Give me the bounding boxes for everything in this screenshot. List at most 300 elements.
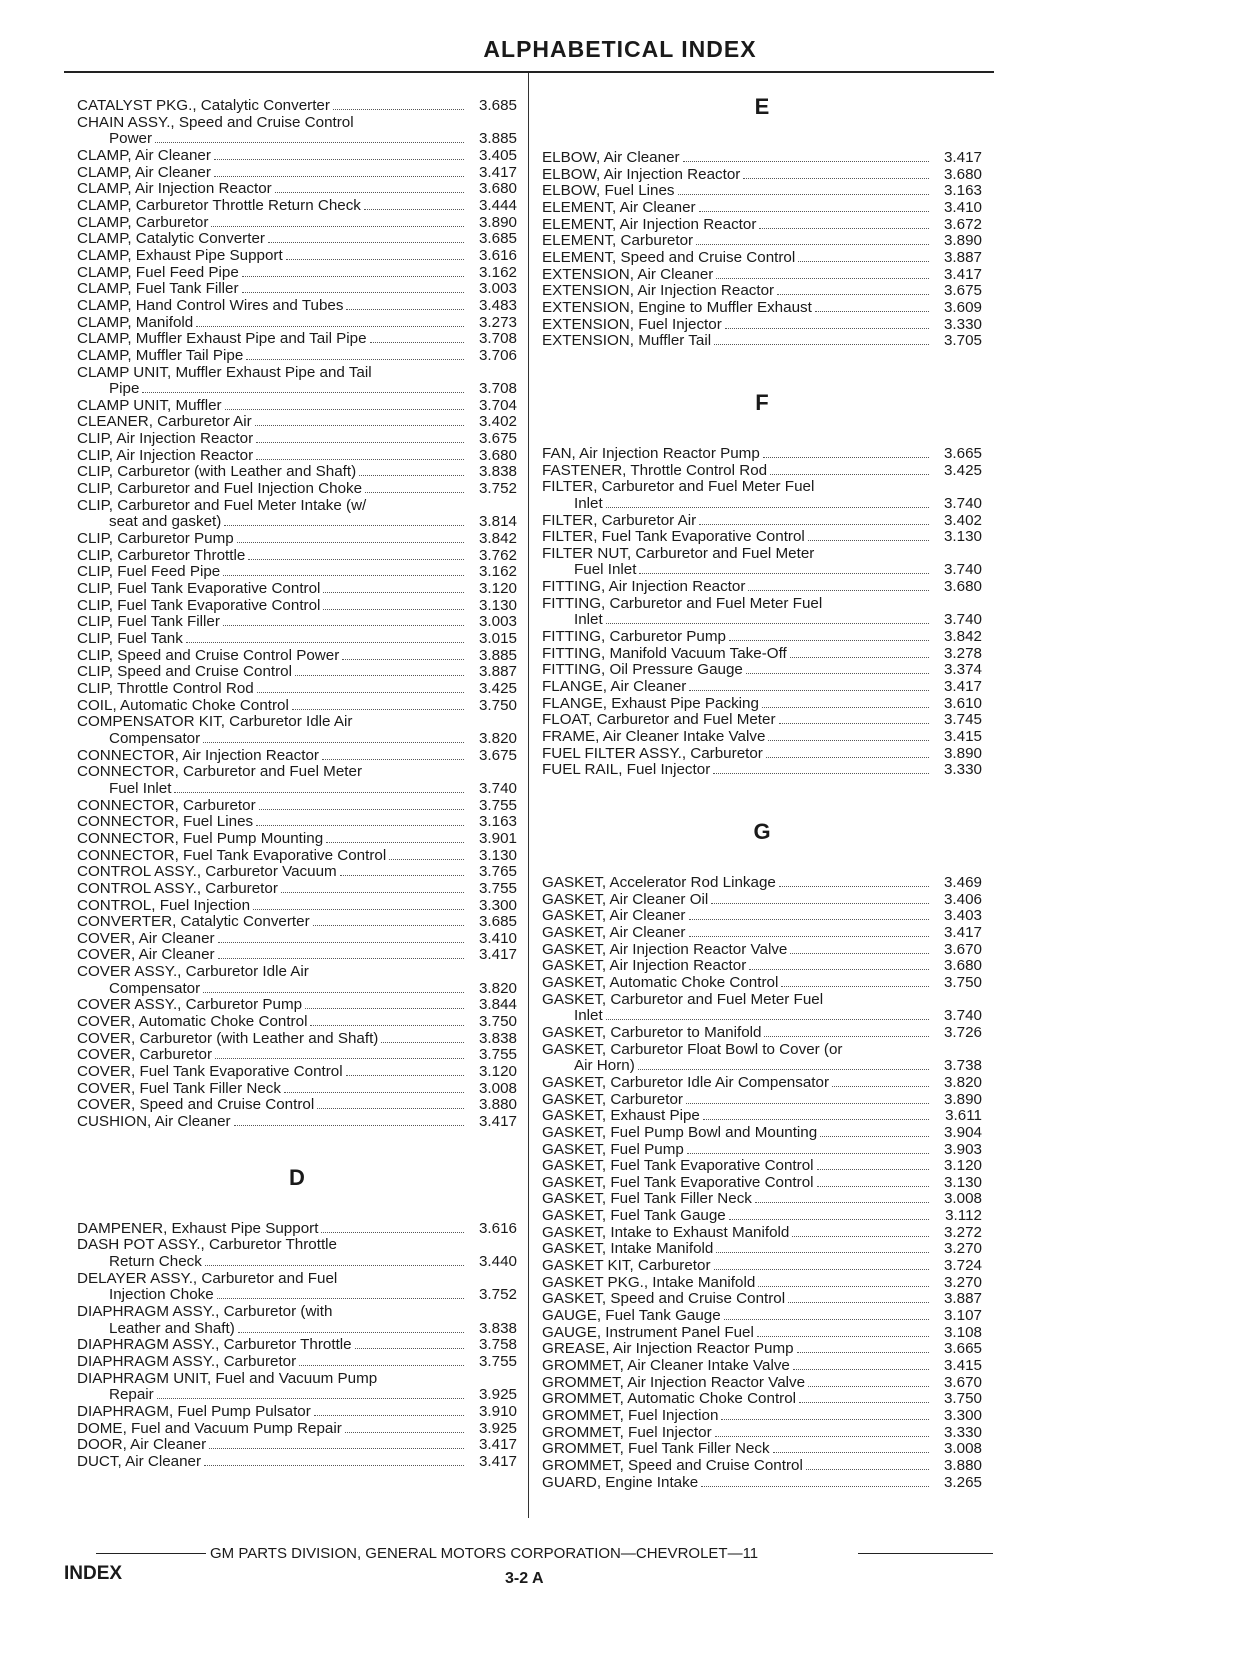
index-entry bbox=[77, 248, 517, 265]
dot-leader bbox=[295, 675, 464, 676]
dot-leader bbox=[242, 292, 465, 293]
entry-label: Injection Choke bbox=[109, 1286, 214, 1304]
entry-label: FUEL RAIL, Fuel Injector bbox=[542, 761, 711, 779]
dot-leader bbox=[713, 773, 929, 774]
entry-page-ref: 3.675 bbox=[478, 746, 517, 764]
entry-label: CLAMP, Hand Control Wires and Tubes bbox=[77, 296, 344, 314]
dot-leader bbox=[381, 1042, 464, 1043]
index-entry bbox=[542, 1125, 982, 1142]
entry-page-ref: 3.675 bbox=[478, 430, 517, 448]
entry-label: GASKET, Air Cleaner Oil bbox=[542, 890, 709, 908]
entry-label: GROMMET, Speed and Cruise Control bbox=[542, 1456, 803, 1474]
entry-page-ref: 3.415 bbox=[943, 728, 982, 746]
dot-leader bbox=[286, 259, 464, 260]
dot-leader bbox=[788, 1302, 929, 1303]
entry-label: CLEANER, Carburetor Air bbox=[77, 413, 252, 431]
entry-label: COVER, Air Cleaner bbox=[77, 929, 215, 947]
entry-page-ref: 3.704 bbox=[478, 396, 517, 414]
entry-page-ref: 3.903 bbox=[943, 1140, 982, 1158]
dot-leader bbox=[346, 309, 464, 310]
entry-label: Repair bbox=[109, 1386, 154, 1404]
index-entry bbox=[77, 581, 517, 598]
dot-leader bbox=[281, 892, 464, 893]
dot-leader bbox=[793, 1369, 929, 1370]
dot-leader bbox=[253, 909, 464, 910]
dot-leader bbox=[205, 1265, 464, 1266]
dot-leader bbox=[174, 792, 464, 793]
spacer bbox=[542, 845, 982, 875]
index-entry bbox=[542, 679, 982, 696]
page-title: ALPHABETICAL INDEX bbox=[483, 36, 757, 62]
entry-label: GROMMET, Air Injection Reactor Valve bbox=[542, 1373, 806, 1391]
dot-leader bbox=[716, 1252, 929, 1253]
dot-leader bbox=[746, 673, 929, 674]
entry-label: CONNECTOR, Air Injection Reactor bbox=[77, 746, 319, 764]
section-label: INDEX bbox=[64, 1563, 123, 1584]
entry-label: CONTROL ASSY., Carburetor bbox=[77, 879, 278, 897]
entry-label: Compensator bbox=[109, 729, 201, 747]
entry-label: CLAMP, Fuel Tank Filler bbox=[77, 280, 239, 298]
index-entry bbox=[542, 1458, 982, 1475]
entry-label: ELEMENT, Air Injection Reactor bbox=[542, 215, 757, 233]
dot-leader bbox=[248, 559, 464, 560]
dot-leader bbox=[639, 573, 929, 574]
entry-page-ref: 3.755 bbox=[478, 796, 517, 814]
dot-leader bbox=[773, 1452, 929, 1453]
dot-leader bbox=[218, 942, 464, 943]
entry-label: EXTENSION, Muffler Tail bbox=[542, 332, 712, 350]
entry-label: DIAPHRAGM ASSY., Carburetor Throttle bbox=[77, 1336, 352, 1354]
entry-label: GASKET, Air Injection Reactor Valve bbox=[542, 940, 788, 958]
dot-leader bbox=[234, 1125, 464, 1126]
index-entry-line: GASKET, Carburetor Float Bowl to Cover (or bbox=[542, 1040, 843, 1058]
index-entry bbox=[77, 331, 517, 348]
entry-label: GASKET, Air Cleaner bbox=[542, 923, 686, 941]
entry-page-ref: 3.670 bbox=[943, 1373, 982, 1391]
entry-page-ref: 3.750 bbox=[943, 973, 982, 991]
dot-leader bbox=[678, 194, 929, 195]
entry-page-ref: 3.842 bbox=[478, 530, 517, 548]
index-entry bbox=[77, 298, 517, 315]
dot-leader bbox=[714, 1269, 929, 1270]
dot-leader bbox=[209, 1448, 464, 1449]
index-entry bbox=[542, 1425, 982, 1442]
index-entry bbox=[542, 908, 982, 925]
index-entry bbox=[77, 664, 517, 681]
entry-page-ref: 3.130 bbox=[478, 846, 517, 864]
dot-leader bbox=[218, 958, 464, 959]
index-entry bbox=[77, 798, 517, 815]
entry-page-ref: 3.838 bbox=[478, 1029, 517, 1047]
index-entry bbox=[542, 875, 982, 892]
dot-leader bbox=[299, 1365, 464, 1366]
index-entry bbox=[542, 183, 982, 200]
entry-label: GASKET KIT, Carburetor bbox=[542, 1257, 711, 1275]
entry-page-ref: 3.107 bbox=[943, 1307, 982, 1325]
entry-page-ref: 3.015 bbox=[478, 630, 517, 647]
entry-label: CLIP, Speed and Cruise Control Power bbox=[77, 646, 340, 664]
entry-page-ref: 3.163 bbox=[478, 813, 517, 831]
index-entry bbox=[542, 712, 982, 729]
dot-leader bbox=[203, 742, 464, 743]
entry-label: Fuel Inlet bbox=[574, 561, 637, 579]
entry-label: Return Check bbox=[109, 1253, 202, 1270]
dot-leader bbox=[757, 1336, 929, 1337]
entry-page-ref: 3.755 bbox=[478, 879, 517, 897]
entry-page-ref: 3.278 bbox=[943, 644, 982, 662]
index-entry bbox=[77, 181, 517, 198]
entry-label: FUEL FILTER ASSY., Carburetor bbox=[542, 744, 763, 762]
entry-page-ref: 3.410 bbox=[943, 198, 982, 216]
entry-label: Compensator bbox=[109, 979, 201, 997]
entry-label: Inlet bbox=[574, 494, 603, 512]
entry-page-ref: 3.609 bbox=[943, 298, 982, 316]
dot-leader bbox=[268, 242, 464, 243]
entry-page-ref: 3.483 bbox=[478, 296, 517, 314]
index-entry bbox=[77, 814, 517, 831]
index-entry-line: DIAPHRAGM ASSY., Carburetor (with bbox=[77, 1302, 333, 1320]
spacer bbox=[542, 120, 982, 150]
entry-label: CLIP, Fuel Tank Filler bbox=[77, 613, 220, 631]
entry-label: Fuel Inlet bbox=[109, 779, 172, 797]
dot-leader bbox=[257, 692, 464, 693]
entry-page-ref: 3.417 bbox=[478, 1452, 517, 1470]
index-entry bbox=[77, 681, 517, 698]
index-entry bbox=[542, 1391, 982, 1408]
spacer bbox=[542, 416, 982, 446]
entry-label: FLOAT, Carburetor and Fuel Meter bbox=[542, 711, 776, 729]
index-entry bbox=[542, 1291, 982, 1308]
entry-page-ref: 3.680 bbox=[943, 957, 982, 975]
index-entry-line: DASH POT ASSY., Carburetor Throttle bbox=[77, 1236, 337, 1254]
index-entry bbox=[542, 662, 982, 679]
index-entry bbox=[77, 98, 517, 115]
entry-page-ref: 3.887 bbox=[943, 1290, 982, 1308]
entry-page-ref: 3.685 bbox=[478, 230, 517, 248]
entry-page-ref: 3.417 bbox=[478, 946, 517, 964]
index-entry bbox=[542, 463, 982, 480]
index-entry bbox=[542, 1375, 982, 1392]
dot-leader bbox=[792, 1236, 929, 1237]
entry-page-ref: 3.680 bbox=[943, 578, 982, 596]
dot-leader bbox=[721, 1419, 929, 1420]
entry-label: CONTROL ASSY., Carburetor Vacuum bbox=[77, 863, 337, 881]
dot-leader bbox=[345, 1432, 464, 1433]
dot-leader bbox=[323, 592, 464, 593]
dot-leader bbox=[313, 925, 464, 926]
entry-label: GROMMET, Fuel Injector bbox=[542, 1423, 712, 1441]
dot-leader bbox=[259, 809, 464, 810]
index-entry bbox=[77, 981, 517, 998]
dot-leader bbox=[246, 359, 464, 360]
index-entry bbox=[542, 942, 982, 959]
index-entry bbox=[542, 1241, 982, 1258]
entry-label: GROMMET, Fuel Injection bbox=[542, 1407, 719, 1424]
spacer bbox=[542, 779, 982, 819]
entry-page-ref: 3.904 bbox=[943, 1123, 982, 1141]
header-rule bbox=[64, 71, 994, 73]
entry-label: CONNECTOR, Fuel Tank Evaporative Control bbox=[77, 846, 387, 864]
entry-page-ref: 3.417 bbox=[478, 1436, 517, 1454]
dot-leader bbox=[310, 1025, 464, 1026]
dot-leader bbox=[762, 707, 929, 708]
dot-leader bbox=[763, 457, 929, 458]
index-entry-line: GASKET, Carburetor and Fuel Meter Fuel bbox=[542, 990, 824, 1008]
entry-page-ref: 3.887 bbox=[478, 663, 517, 681]
index-entry bbox=[77, 1337, 517, 1354]
index-entry bbox=[77, 1221, 517, 1238]
entry-page-ref: 3.740 bbox=[943, 494, 982, 512]
dot-leader bbox=[346, 1075, 464, 1076]
entry-page-ref: 3.755 bbox=[478, 1352, 517, 1370]
entry-page-ref: 3.925 bbox=[478, 1386, 517, 1404]
index-entry bbox=[77, 864, 517, 881]
entry-page-ref: 3.820 bbox=[478, 979, 517, 997]
entry-page-ref: 3.672 bbox=[943, 215, 982, 233]
dot-leader bbox=[696, 244, 929, 245]
entry-page-ref: 3.755 bbox=[478, 1046, 517, 1064]
index-entry bbox=[542, 562, 982, 579]
entry-label: Inlet bbox=[574, 1007, 603, 1025]
index-entry bbox=[77, 514, 517, 531]
dot-leader bbox=[790, 657, 929, 658]
dot-leader bbox=[364, 209, 464, 210]
entry-page-ref: 3.844 bbox=[478, 996, 517, 1014]
entry-label: ELEMENT, Air Cleaner bbox=[542, 198, 696, 216]
index-entry bbox=[77, 531, 517, 548]
entry-page-ref: 3.265 bbox=[943, 1473, 982, 1491]
entry-page-ref: 3.838 bbox=[478, 1319, 517, 1337]
index-entry bbox=[77, 914, 517, 931]
dot-leader bbox=[683, 161, 929, 162]
entry-page-ref: 3.740 bbox=[478, 779, 517, 797]
dot-leader bbox=[606, 1019, 929, 1020]
index-entry bbox=[542, 1158, 982, 1175]
section-letter: E bbox=[754, 94, 770, 119]
entry-page-ref: 3.750 bbox=[943, 1390, 982, 1408]
dot-leader bbox=[689, 690, 929, 691]
dot-leader bbox=[820, 1136, 929, 1137]
index-entry-line: FITTING, Carburetor and Fuel Meter Fuel bbox=[542, 594, 823, 612]
entry-label: GASKET, Carburetor Idle Air Compensator bbox=[542, 1073, 829, 1091]
entry-label: ELEMENT, Speed and Cruise Control bbox=[542, 248, 796, 266]
index-entry bbox=[77, 448, 517, 465]
index-entry-line: CLAMP UNIT, Muffler Exhaust Pipe and Tail bbox=[77, 363, 372, 381]
index-entry bbox=[542, 1275, 982, 1292]
dot-leader bbox=[759, 228, 929, 229]
entry-label: EXTENSION, Air Injection Reactor bbox=[542, 282, 775, 300]
dot-leader bbox=[689, 919, 930, 920]
dot-leader bbox=[256, 825, 464, 826]
entry-label: CLAMP, Muffler Tail Pipe bbox=[77, 346, 244, 364]
index-entry bbox=[542, 1142, 982, 1159]
index-entry bbox=[77, 1047, 517, 1064]
dot-leader bbox=[203, 992, 464, 993]
index-entry bbox=[542, 746, 982, 763]
index-entry bbox=[77, 1454, 517, 1471]
entry-page-ref: 3.130 bbox=[478, 596, 517, 614]
index-entry-line: CLIP, Carburetor and Fuel Meter Intake (w/ bbox=[77, 496, 367, 514]
index-entry bbox=[542, 729, 982, 746]
entry-page-ref: 3.444 bbox=[478, 196, 517, 214]
dot-leader bbox=[340, 875, 464, 876]
column-divider bbox=[528, 73, 529, 1518]
dot-leader bbox=[781, 986, 929, 987]
entry-label: GASKET, Fuel Tank Evaporative Control bbox=[542, 1173, 814, 1191]
index-entry bbox=[77, 748, 517, 765]
entry-label: CLIP, Carburetor (with Leather and Shaft) bbox=[77, 463, 357, 481]
entry-page-ref: 3.820 bbox=[943, 1073, 982, 1091]
dot-leader bbox=[317, 1108, 464, 1109]
entry-page-ref: 3.417 bbox=[478, 1113, 517, 1131]
entry-label: COVER, Carburetor bbox=[77, 1046, 213, 1064]
spacer bbox=[77, 1191, 517, 1221]
entry-page-ref: 3.838 bbox=[478, 463, 517, 481]
index-entry bbox=[77, 1114, 517, 1131]
entry-page-ref: 3.120 bbox=[478, 1063, 517, 1081]
entry-page-ref: 3.610 bbox=[943, 694, 982, 712]
index-entry bbox=[77, 631, 517, 648]
section-letter: F bbox=[755, 389, 769, 415]
index-entry bbox=[542, 1008, 982, 1025]
dot-leader bbox=[333, 109, 464, 110]
entry-page-ref: 3.300 bbox=[943, 1407, 982, 1424]
index-entry bbox=[542, 1325, 982, 1342]
index-entry bbox=[77, 1354, 517, 1371]
entry-label: GASKET, Intake Manifold bbox=[542, 1240, 714, 1258]
dot-leader bbox=[389, 859, 464, 860]
index-entry bbox=[542, 267, 982, 284]
dot-leader bbox=[808, 1386, 929, 1387]
entry-page-ref: 3.330 bbox=[943, 761, 982, 779]
entry-page-ref: 3.675 bbox=[943, 282, 982, 300]
entry-page-ref: 3.120 bbox=[478, 580, 517, 598]
dot-leader bbox=[606, 623, 929, 624]
index-entry bbox=[77, 997, 517, 1014]
left-index-column bbox=[77, 98, 517, 1471]
entry-page-ref: 3.726 bbox=[943, 1023, 982, 1041]
entry-page-ref: 3.880 bbox=[478, 1096, 517, 1114]
entry-page-ref: 3.162 bbox=[478, 263, 517, 281]
index-entry bbox=[542, 300, 982, 317]
entry-label: COVER ASSY., Carburetor Pump bbox=[77, 996, 303, 1014]
entry-page-ref: 3.750 bbox=[478, 696, 517, 714]
entry-label: CLIP, Fuel Tank bbox=[77, 630, 183, 647]
index-entry bbox=[542, 579, 982, 596]
index-entry bbox=[542, 1058, 982, 1075]
dot-leader bbox=[748, 590, 929, 591]
entry-label: GASKET, Fuel Tank Evaporative Control bbox=[542, 1157, 814, 1175]
index-entry bbox=[77, 398, 517, 415]
entry-page-ref: 3.417 bbox=[943, 923, 982, 941]
entry-label: FRAME, Air Cleaner Intake Valve bbox=[542, 728, 766, 746]
entry-label: GASKET, Intake to Exhaust Manifold bbox=[542, 1223, 790, 1241]
dot-leader bbox=[701, 1486, 929, 1487]
entry-label: GROMMET, Air Cleaner Intake Valve bbox=[542, 1357, 790, 1375]
dot-leader bbox=[699, 211, 929, 212]
entry-label: CLIP, Speed and Cruise Control bbox=[77, 663, 293, 681]
index-entry bbox=[542, 1441, 982, 1458]
index-entry bbox=[542, 233, 982, 250]
dot-leader bbox=[806, 1469, 929, 1470]
entry-label: FILTER, Carburetor Air bbox=[542, 511, 697, 529]
entry-page-ref: 3.008 bbox=[943, 1190, 982, 1208]
entry-page-ref: 3.440 bbox=[478, 1253, 517, 1270]
dot-leader bbox=[770, 474, 929, 475]
index-entry bbox=[542, 1308, 982, 1325]
index-entry bbox=[542, 1341, 982, 1358]
index-entry bbox=[542, 496, 982, 513]
index-entry-line: COVER ASSY., Carburetor Idle Air bbox=[77, 963, 309, 981]
entry-page-ref: 3.300 bbox=[478, 896, 517, 914]
dot-leader bbox=[768, 740, 929, 741]
dot-leader bbox=[225, 409, 464, 410]
dot-leader bbox=[711, 903, 929, 904]
entry-page-ref: 3.680 bbox=[478, 180, 517, 198]
entry-label: DAMPENER, Exhaust Pipe Support bbox=[77, 1219, 319, 1237]
index-entry bbox=[542, 333, 982, 350]
index-entry bbox=[542, 1175, 982, 1192]
entry-label: FLANGE, Air Cleaner bbox=[542, 678, 687, 696]
entry-label: DOME, Fuel and Vacuum Pump Repair bbox=[77, 1419, 342, 1437]
dot-leader bbox=[797, 1352, 929, 1353]
entry-page-ref: 3.680 bbox=[943, 165, 982, 183]
entry-label: COVER, Carburetor (with Leather and Shaft) bbox=[77, 1029, 379, 1047]
entry-label: COVER, Fuel Tank Filler Neck bbox=[77, 1079, 281, 1097]
entry-label: CLAMP, Carburetor bbox=[77, 213, 209, 231]
entry-label: GASKET, Exhaust Pipe bbox=[542, 1107, 700, 1125]
index-entry bbox=[542, 1475, 982, 1492]
entry-label: CLIP, Carburetor and Fuel Injection Choke bbox=[77, 480, 363, 498]
entry-label: CLAMP, Air Cleaner bbox=[77, 146, 211, 164]
entry-label: GAUGE, Instrument Panel Fuel bbox=[542, 1323, 754, 1341]
entry-label: FITTING, Manifold Vacuum Take-Off bbox=[542, 644, 787, 662]
entry-page-ref: 3.708 bbox=[478, 330, 517, 348]
index-entry bbox=[77, 231, 517, 248]
entry-label: CONNECTOR, Fuel Pump Mounting bbox=[77, 829, 324, 847]
entry-label: FILTER, Fuel Tank Evaporative Control bbox=[542, 528, 805, 546]
entry-page-ref: 3.752 bbox=[478, 1286, 517, 1304]
index-entry bbox=[542, 1092, 982, 1109]
entry-page-ref: 3.008 bbox=[478, 1079, 517, 1097]
index-entry bbox=[77, 1387, 517, 1404]
dot-leader bbox=[223, 575, 464, 576]
entry-label: GASKET, Carburetor to Manifold bbox=[542, 1023, 762, 1041]
entry-label: GASKET, Fuel Pump Bowl and Mounting bbox=[542, 1123, 818, 1141]
entry-label: CUSHION, Air Cleaner bbox=[77, 1113, 231, 1131]
entry-page-ref: 3.417 bbox=[943, 265, 982, 283]
dot-leader bbox=[224, 525, 464, 526]
entry-label: GROMMET, Automatic Choke Control bbox=[542, 1390, 797, 1408]
entry-label: ELEMENT, Carburetor bbox=[542, 232, 694, 250]
entry-label: DIAPHRAGM ASSY., Carburetor bbox=[77, 1352, 297, 1370]
entry-label: GASKET, Accelerator Rod Linkage bbox=[542, 874, 776, 891]
index-entry bbox=[77, 698, 517, 715]
entry-page-ref: 3.887 bbox=[943, 248, 982, 266]
entry-page-ref: 3.758 bbox=[478, 1336, 517, 1354]
entry-label: GAUGE, Fuel Tank Gauge bbox=[542, 1307, 721, 1325]
index-entry bbox=[77, 281, 517, 298]
index-entry bbox=[77, 1081, 517, 1098]
index-entry bbox=[77, 315, 517, 332]
index-entry bbox=[542, 167, 982, 184]
index-entry bbox=[542, 925, 982, 942]
index-entry bbox=[542, 1358, 982, 1375]
index-entry bbox=[77, 881, 517, 898]
index-entry bbox=[77, 898, 517, 915]
dot-leader bbox=[323, 609, 464, 610]
index-entry bbox=[542, 975, 982, 992]
